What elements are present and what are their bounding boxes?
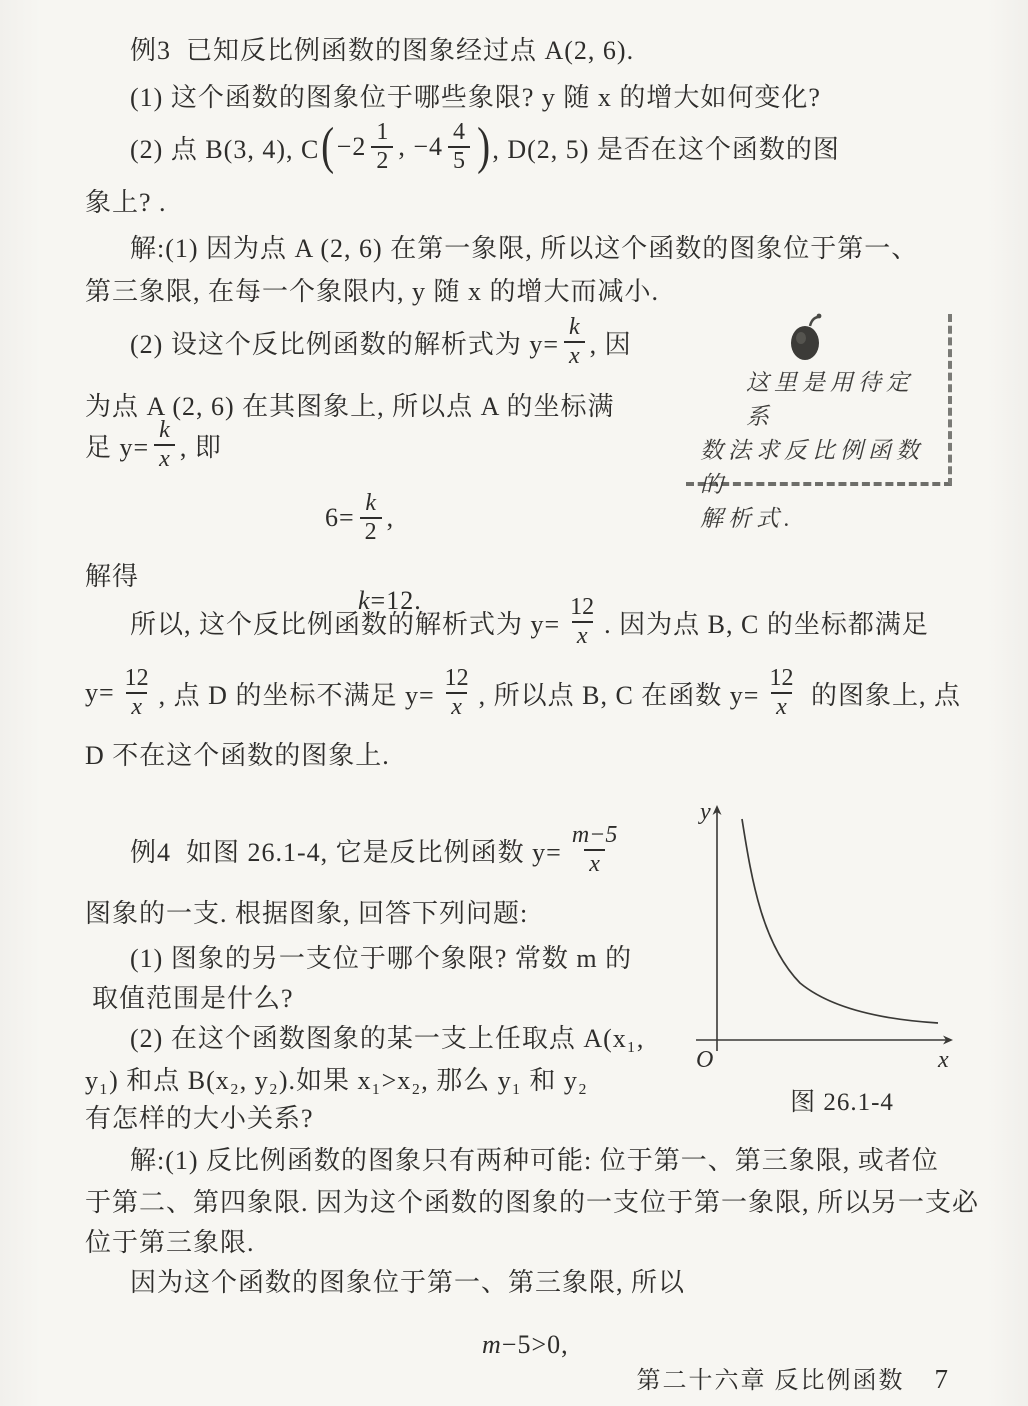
open-paren: (: [321, 118, 335, 175]
ex4-line2: 图象的一支. 根据图象, 回答下列问题:: [85, 899, 529, 928]
ex3-q2-text: −2: [336, 132, 367, 161]
fraction-k-x: $\frac{k}{x}$: [564, 314, 585, 370]
fraction-12-x: $\frac{12}{x}$: [769, 665, 794, 720]
fraction-12-x: $\frac{12}{x}$: [124, 665, 149, 720]
ex3-solution-2c: 足 y= $\frac{k}{x}$ , 即: [85, 417, 222, 472]
hyperbola-figure: [660, 793, 960, 1093]
ex4-solution-1b: 于第二、第四象限. 因为这个函数的图象的一支位于第一象限, 所以另一支必: [85, 1188, 980, 1217]
origin-label: O: [696, 1047, 714, 1073]
ex3-q2-text: , −4: [398, 132, 443, 161]
y-axis-label: y: [700, 799, 711, 825]
ex3-solution-1a: 解:(1) 因为点 A (2, 6) 在第一象限, 所以这个函数的图象位于第一、: [130, 234, 919, 263]
ex3-solution-2a: (2) 设这个反比例函数的解析式为 y= $\frac{k}{x}$ , 因: [130, 314, 632, 369]
fraction-m-5-x: $\frac{m-5}{x}$: [571, 822, 618, 877]
ex3-solution-2b: 为点 A (2, 6) 在其图象上, 所以点 A 的坐标满: [85, 392, 615, 421]
fraction-12-x: $\frac{12}{x}$: [570, 594, 595, 649]
ex4-equation: m−5>0,: [482, 1330, 569, 1359]
hyperbola-branch: [742, 819, 938, 1023]
ex3-question-2-cont: 象上? .: [85, 188, 167, 217]
ex3-equation-2: k=12.: [358, 586, 422, 615]
ex4-solution-1c: 位于第三象限.: [85, 1228, 255, 1257]
fraction-1-2: $\frac{1}{2}$: [371, 119, 393, 175]
fraction-k-2: $\frac{k}{2}$: [360, 490, 382, 546]
ex4-question-1b: 取值范围是什么?: [92, 984, 294, 1013]
ex4-question-1a: (1) 图象的另一支位于哪个象限? 常数 m 的: [130, 944, 633, 973]
ex3-solution-3b: y= $\frac{12}{x}$ , 点 D 的坐标不满足 y= $\frac{12}{x}$ , 所以点 B, C 在函数 y= $\frac{12}{x}$ 的图象上, 点: [85, 665, 961, 720]
page-footer: [0, 1360, 948, 1395]
ex3-jiede-label: 解得: [85, 562, 140, 591]
page-number: 7: [934, 1364, 948, 1394]
figure-caption: 图 26.1-4: [790, 1089, 894, 1116]
ex4-solution-1a: 解:(1) 反比例函数的图象只有两种可能: 位于第一、第三象限, 或者位: [130, 1146, 939, 1175]
x-axis-label: x: [938, 1047, 949, 1073]
ex4-question-2a: (2) 在这个函数图象的某一支上任取点 A(x₁,: [130, 1024, 645, 1053]
ex3-title: 例3 已知反比例函数的图象经过点 A(2, 6).: [130, 36, 635, 65]
fraction-12-x: $\frac{12}{x}$: [444, 665, 469, 720]
ex3-q2-text: , D(2, 5) 是否在这个函数的图: [492, 134, 840, 164]
fraction-k-x: $\frac{k}{x}$: [154, 417, 175, 473]
ex4-solution-2: 因为这个函数的图象位于第一、第三象限, 所以: [130, 1268, 686, 1297]
chapter-title: 第二十六章 反比例函数: [636, 1368, 905, 1394]
ex3-solution-3a: 所以, 这个反比例函数的解析式为 y= $\frac{12}{x}$ . 因为点 B, C 的坐标都满足: [130, 594, 929, 649]
fraction-4-5: $\frac{4}{5}$: [448, 119, 470, 175]
ex3-solution-3c: D 不在这个函数的图象上.: [85, 741, 390, 770]
ex3-question-1: (1) 这个函数的图象位于哪些象限? y 随 x 的增大如何变化?: [130, 83, 821, 112]
ex4-title: 例4 如图 26.1-4, 它是反比例函数 y= $\frac{m-5}{x}$: [130, 818, 627, 882]
close-paren: ): [477, 118, 491, 175]
margin-note-box: [686, 314, 952, 531]
margin-note-text: 这里是用待定系 数法求反比例函数的 解析式.: [700, 370, 924, 531]
ex4-question-2b: y₁) 和点 B(x₂, y₂).如果 x₁>x₂, 那么 y₁ 和 y₂: [85, 1066, 588, 1095]
ex4-question-2c: 有怎样的大小关系?: [85, 1104, 314, 1133]
ex3-solution-1b: 第三象限, 在每一个象限内, y 随 x 的增大而减小.: [85, 277, 660, 306]
bomb-icon: [784, 310, 830, 366]
ex3-equation-1: 6= $\frac{k}{2}$ ,: [325, 490, 395, 545]
ex3-q2-text: (2) 点 B(3, 4), C: [130, 134, 320, 164]
ex3-question-2: [130, 115, 840, 179]
